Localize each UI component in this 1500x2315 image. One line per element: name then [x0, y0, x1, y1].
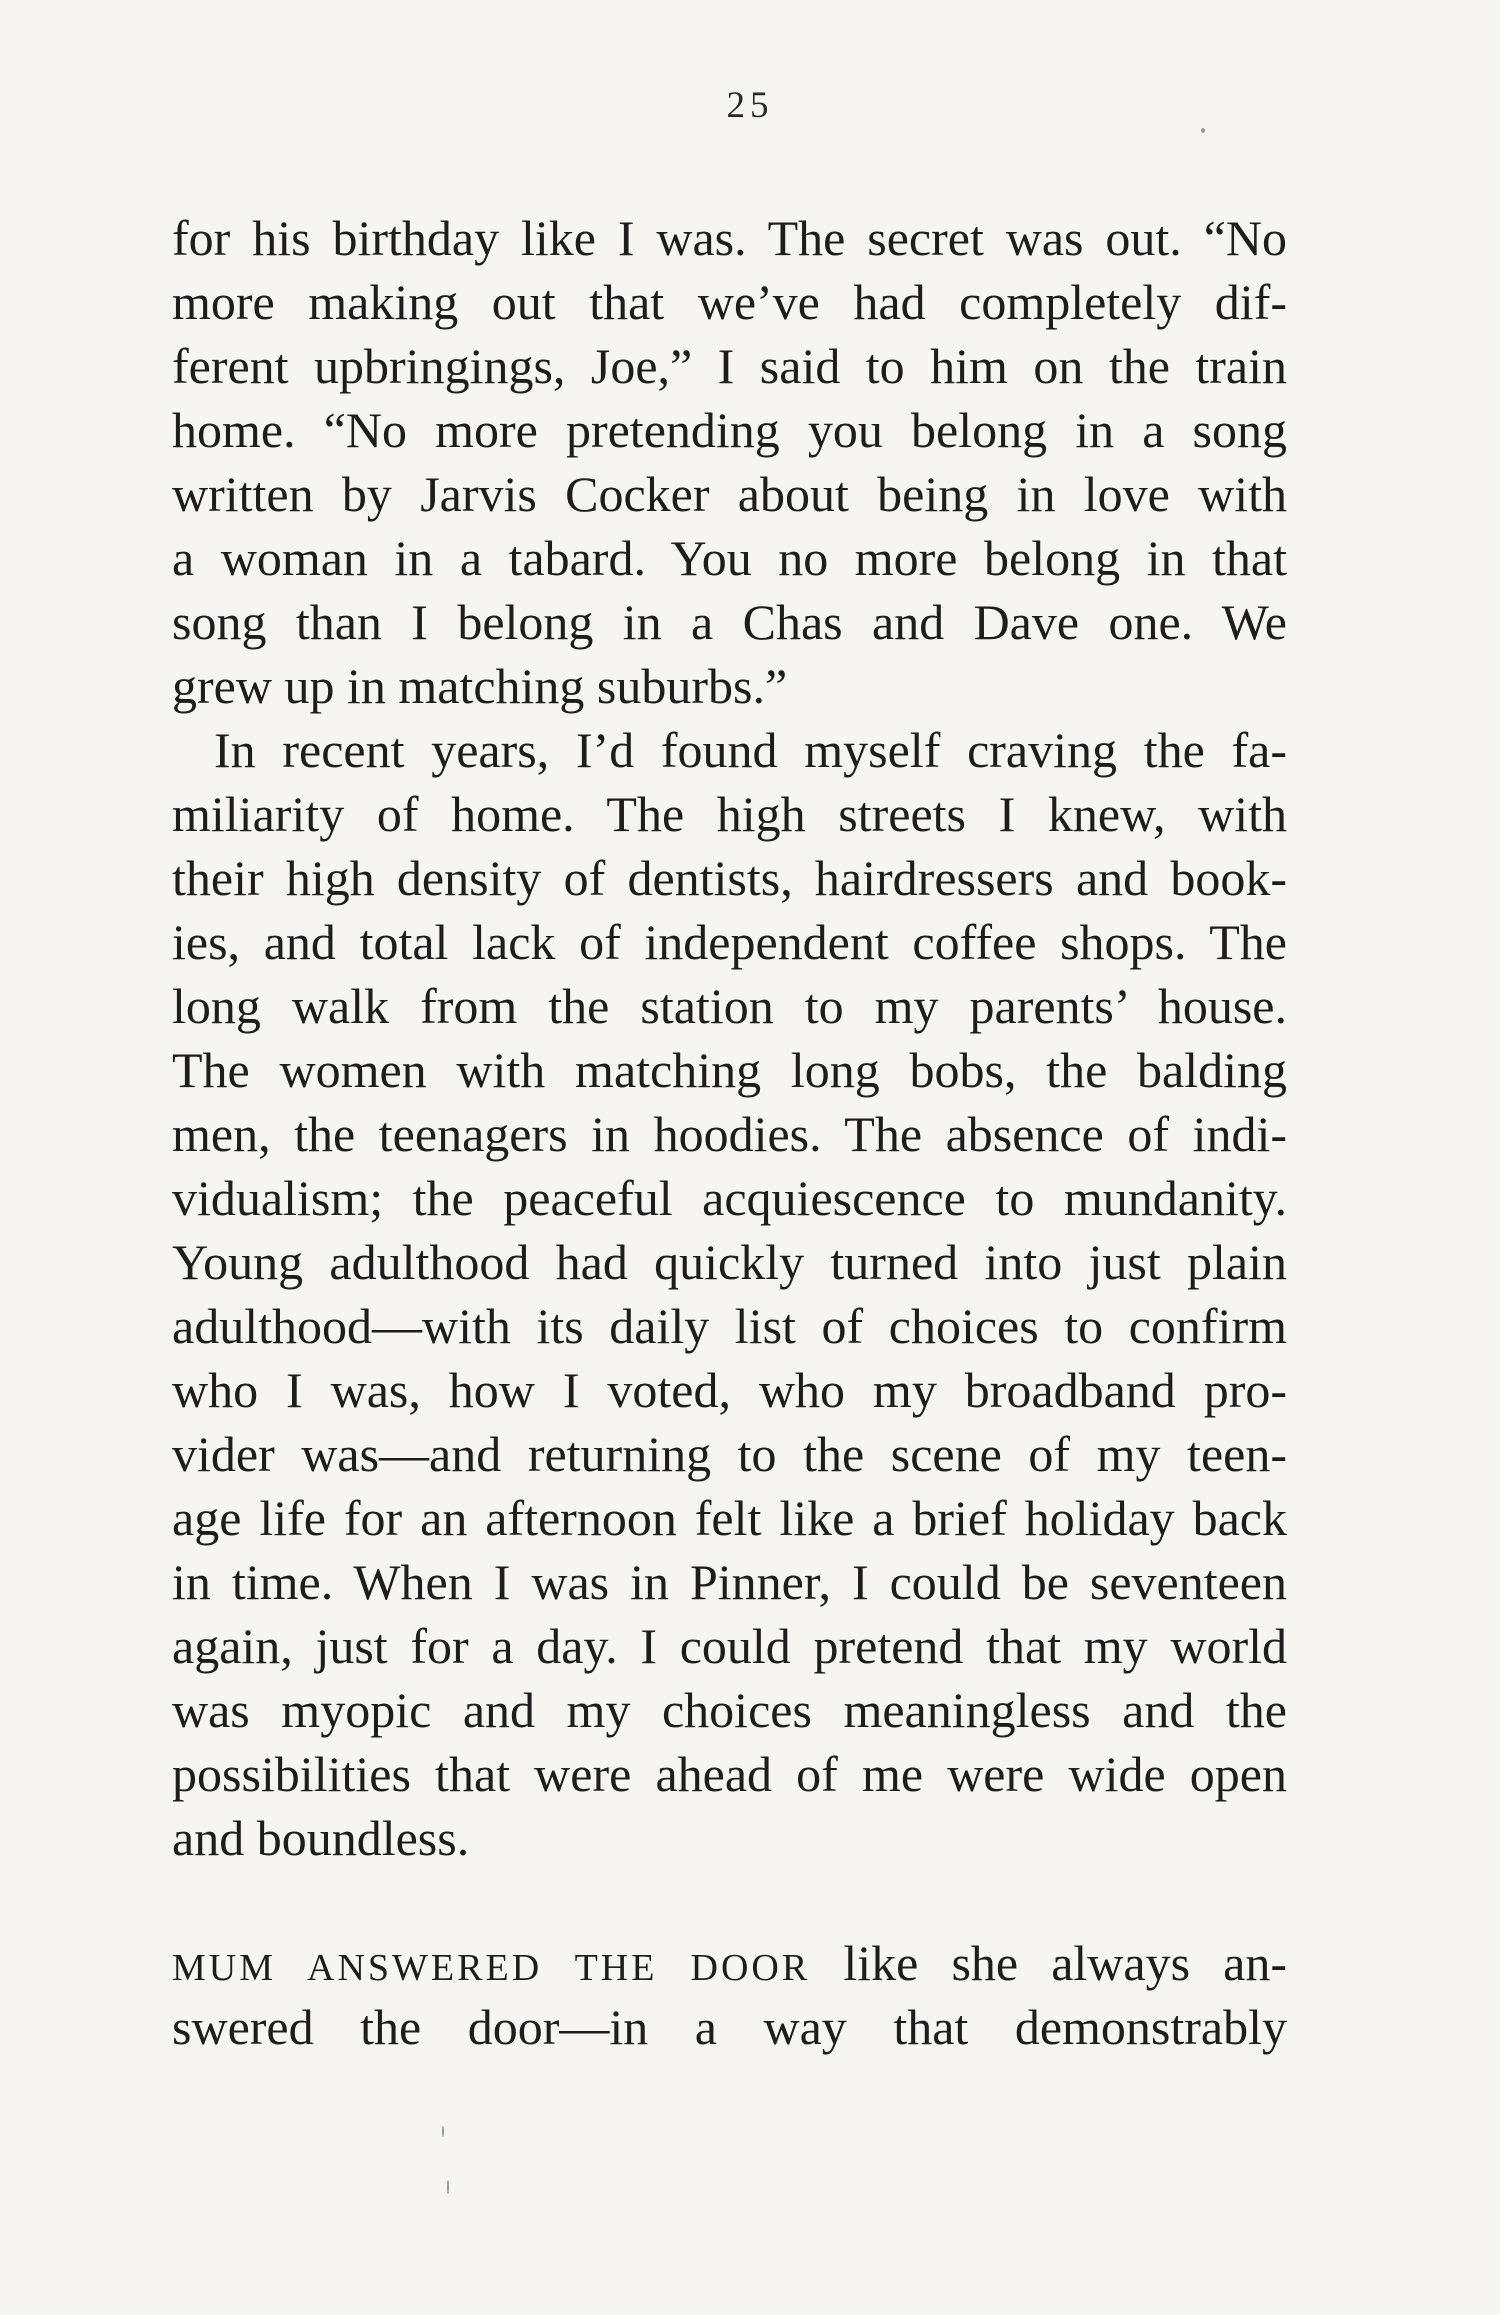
text-line: age life for an afternoon felt like a brief holiday back — [172, 1490, 1287, 1546]
paper-speck — [442, 2126, 444, 2137]
text-line: vidualism; the peaceful acquiescence to mundanity. — [172, 1170, 1287, 1226]
text-line: men, the teenagers in hoodies. The absence of indi- — [172, 1106, 1287, 1162]
text-line: possibilities that were ahead of me were wide open — [172, 1746, 1287, 1802]
text-line: in time. When I was in Pinner, I could be seventeen — [172, 1554, 1287, 1610]
text-line: vider was—and returning to the scene of my teen- — [172, 1426, 1287, 1482]
text-line: The women with matching long bobs, the balding — [172, 1042, 1287, 1098]
text-line: song than I belong in a Chas and Dave one. We — [172, 594, 1287, 650]
text-line: and boundless. — [172, 1810, 470, 1866]
page-number: 25 — [726, 85, 774, 126]
small-caps-lead-in: MUM ANSWERED THE DOOR — [172, 1947, 811, 1989]
text-line: long walk from the station to my parents’ house. — [172, 978, 1287, 1034]
text-line: who I was, how I voted, who my broadband pro- — [172, 1362, 1287, 1418]
text-line: written by Jarvis Cocker about being in love with — [172, 466, 1287, 522]
text-line: adulthood—with its daily list of choices to confirm — [172, 1298, 1287, 1354]
text-line: ies, and total lack of independent coffee shops. The — [172, 914, 1287, 970]
text-line: again, just for a day. I could pretend that my world — [172, 1618, 1287, 1674]
text-line: was myopic and my choices meaningless and the — [172, 1682, 1287, 1738]
text-line: a woman in a tabard. You no more belong in that — [172, 530, 1287, 586]
text-line: miliarity of home. The high streets I knew, with — [172, 786, 1287, 842]
text-line: their high density of dentists, hairdressers and book- — [172, 850, 1287, 906]
text-line: swered the door—in a way that demonstrably — [172, 1999, 1287, 2055]
text-line: more making out that we’ve had completely dif- — [172, 274, 1287, 330]
text-line: grew up in matching suburbs.” — [172, 658, 788, 714]
paragraph-first-line: In recent years, I’d found myself craving the fa- — [214, 722, 1287, 778]
body-text-section-2 — [172, 1931, 1287, 2059]
section-opening-line — [172, 1931, 1287, 1995]
paper-speck — [447, 2180, 449, 2194]
paper-speck — [1201, 128, 1205, 133]
text-line: home. “No more pretending you belong in a song — [172, 402, 1287, 458]
text-line: Young adulthood had quickly turned into just plain — [172, 1234, 1287, 1290]
text-line: ferent upbringings, Joe,” I said to him on the train — [172, 338, 1287, 394]
body-text-section-1 — [172, 206, 1287, 1870]
opening-line-rest: like she always an- — [810, 1935, 1288, 1991]
text-line: for his birthday like I was. The secret was out. “No — [172, 210, 1287, 266]
